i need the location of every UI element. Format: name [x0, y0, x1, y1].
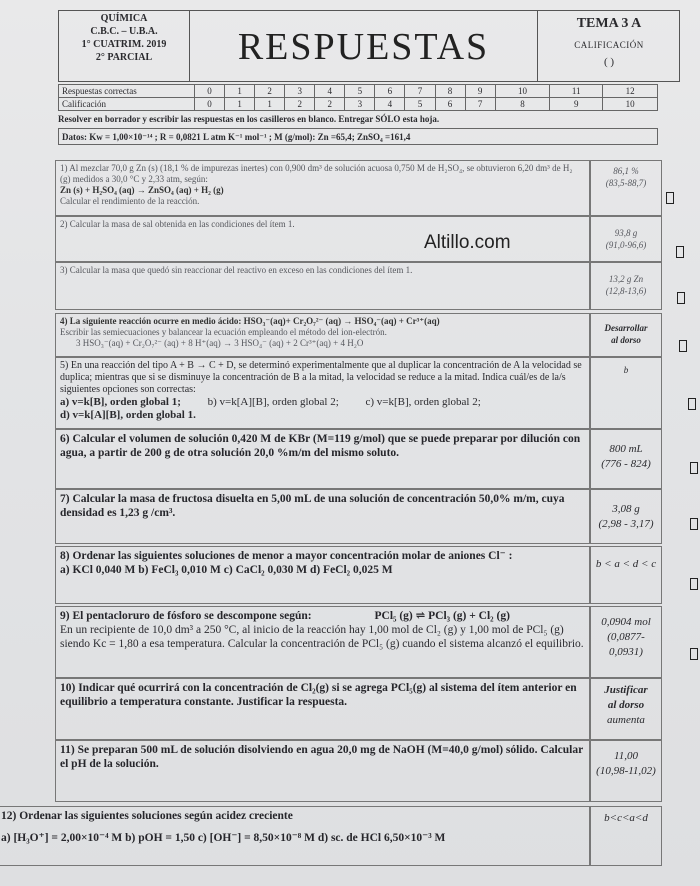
- answer-1: 86,1 % (83,5-88,7): [590, 160, 662, 216]
- answer-2: 93,8 g (91,0-96,6): [590, 216, 662, 262]
- score-table: [58, 84, 658, 111]
- header-box: [58, 10, 680, 82]
- answer-7: 3,08 g (2,98 - 3,17): [590, 489, 662, 544]
- question-8: 8) Ordenar las siguientes soluciones de menor a mayor concentración molar de aniones Cl⁻ : a) KCl 0,040 M b) FeCl₃ 0,010 M c) CaCl₂ 0,030 M d) FeCl₂ 0,025 M: [55, 546, 590, 604]
- question-11: 11) Se preparan 500 mL de solución disolviendo en agua 20,0 mg de NaOH (M=40,0 g/mol) sólido. Calcular el pH de la solución.: [55, 740, 590, 802]
- checkbox-8[interactable]: [690, 578, 698, 590]
- question-4: 4) La siguiente reacción ocurre en medio ácido: HSO₃⁻(aq)+ Cr₂O₇²⁻ (aq) → HSO₄⁻(aq) + Cr³⁺(aq) Escribir las semiecuaciones y balancear la ecuación empleando el método del ion-electrón. 3 HSO₃⁻(aq) + Cr₂O₇²⁻ (aq) + 8 H⁺(aq) → 3 HSO₄⁻ (aq) + 2 Cr³⁺(aq) + 4 H₂O: [55, 313, 590, 357]
- question-2: 2) Calcular la masa de sal obtenida en las condiciones del ítem 1.: [55, 216, 590, 262]
- answer-12: b<c<a<d: [590, 806, 662, 866]
- term: 1° CUATRIM. 2019: [81, 39, 167, 50]
- row-label: Respuestas correctas: [59, 85, 195, 98]
- question-12: 12) Ordenar las siguientes soluciones según acidez creciente a) [H₃O⁺] = 2,00×10⁻⁴ M b) pOH = 1,50 c) [OH⁻] = 8,50×10⁻⁸ M d) sc. de HCl 6,50×10⁻³ M: [0, 806, 590, 866]
- table-row: Respuestas correctas 0 1 2 3 4 5 6 7 8 9 10 11 12: [59, 85, 658, 98]
- table-row: Calificación 0 1 1 2 2 3 4 5 6 7 8 9 10: [59, 98, 658, 111]
- row-label: Calificación: [59, 98, 195, 111]
- answer-4: Desarrollar al dorso: [590, 313, 662, 357]
- institution: C.B.C. – U.B.A.: [90, 26, 158, 37]
- question-5: 5) En una reacción del tipo A + B → C + D, se determinó experimentalmente que al duplicar la concentración de A la velocidad se duplica; mientras que si se disminuye la concentración de B a la mitad, la velocidad se reduce a la mitad. Indica cuál/es de la/s siguientes opciones son correctas: a) v=k[B], orden global 1; b) v=k[A][B], orden global 2; c) v=k[B], orden global 2; d) v=k[A][B], orden global 1.: [55, 357, 590, 429]
- answer-6: 800 mL (776 - 824): [590, 429, 662, 489]
- checkbox-1[interactable]: [666, 192, 674, 204]
- exam-number: 2° PARCIAL: [95, 52, 153, 63]
- watermark: Altillo.com: [424, 232, 511, 253]
- question-9: 9) El pentacloruro de fósforo se descompone según: PCl₅ (g) ⇌ PCl₃ (g) + Cl₂ (g) En un recipiente de 10,0 dm³ a 250 °C, al inicio de la reacción hay 1,00 mol de Cl₂ (g) y 1,00 mol de PCl₅ (g) siendo Kc = 1,80 a esa temperatura. Calcular la concentración de PCl₅ (g) cuando el sistema alcanzó el equilibrio.: [55, 606, 590, 678]
- grade-field: ( ): [603, 56, 615, 68]
- tema-box: [537, 11, 680, 81]
- subject: QUÍMICA: [100, 13, 148, 24]
- checkbox-7[interactable]: [690, 518, 698, 530]
- answer-11: 11,00 (10,98-11,02): [590, 740, 662, 802]
- page-title: RESPUESTAS: [237, 26, 490, 68]
- checkbox-4[interactable]: [679, 340, 687, 352]
- question-10: 10) Indicar qué ocurrirá con la concentración de Cl₂(g) si se agrega PCl₅(g) al sistema del ítem anterior en equilibrio a temperatura constante. Justificar la respuesta.: [55, 678, 590, 740]
- answer-3: 13,2 g Zn (12,8-13,6): [590, 262, 662, 310]
- checkbox-6[interactable]: [690, 462, 698, 474]
- answer-5: b: [590, 357, 662, 429]
- question-1: 1) Al mezclar 70,0 g Zn (s) (18,1 % de impurezas inertes) con 0,900 dm³ de solución acuosa 0,750 M de H₂SO₄, se obtuvieron 6,20 dm³ de H₂ (g) medidos a 30,0 °C y 2,33 atm, según: Zn (s) + H₂SO₄ (aq) → ZnSO₄ (aq) + H₂ (g) Calcular el rendimiento de la reacción.: [55, 160, 590, 216]
- checkbox-9[interactable]: [690, 648, 698, 660]
- answer-10: Justificar al dorso aumenta: [590, 678, 662, 740]
- instructions: Resolver en borrador y escribir las respuestas en los casilleros en blanco. Entregar SÓLO esta hoja.: [58, 114, 440, 124]
- calificacion-label: CALIFICACIÓN: [574, 40, 644, 50]
- checkbox-2[interactable]: [676, 246, 684, 258]
- course-info: [59, 11, 190, 82]
- question-3: 3) Calcular la masa que quedó sin reaccionar del reactivo en exceso en las condiciones del ítem 1.: [55, 262, 590, 310]
- datos-box: Datos: Kw = 1,00×10⁻¹⁴ ; R = 0,0821 L atm K⁻¹ mol⁻¹ ; M (g/mol): Zn =65,4; ZnSO₄ =161,4: [58, 128, 658, 145]
- answer-9: 0,0904 mol (0,0877-0,0931): [590, 606, 662, 678]
- question-6: 6) Calcular el volumen de solución 0,420 M de KBr (M=119 g/mol) que se puede preparar por dilución con agua, a partir de 200 g de otra solución 20,0 %m/m del mismo soluto.: [55, 429, 590, 489]
- checkbox-3[interactable]: [677, 292, 685, 304]
- tema-label: TEMA 3 A: [576, 16, 642, 31]
- question-7: 7) Calcular la masa de fructosa disuelta en 5,00 mL de una solución de concentración 50,0% m/m, cuya densidad es 1,23 g /cm³.: [55, 489, 590, 544]
- answer-8: b < a < d < c: [590, 546, 662, 604]
- checkbox-5[interactable]: [688, 398, 696, 410]
